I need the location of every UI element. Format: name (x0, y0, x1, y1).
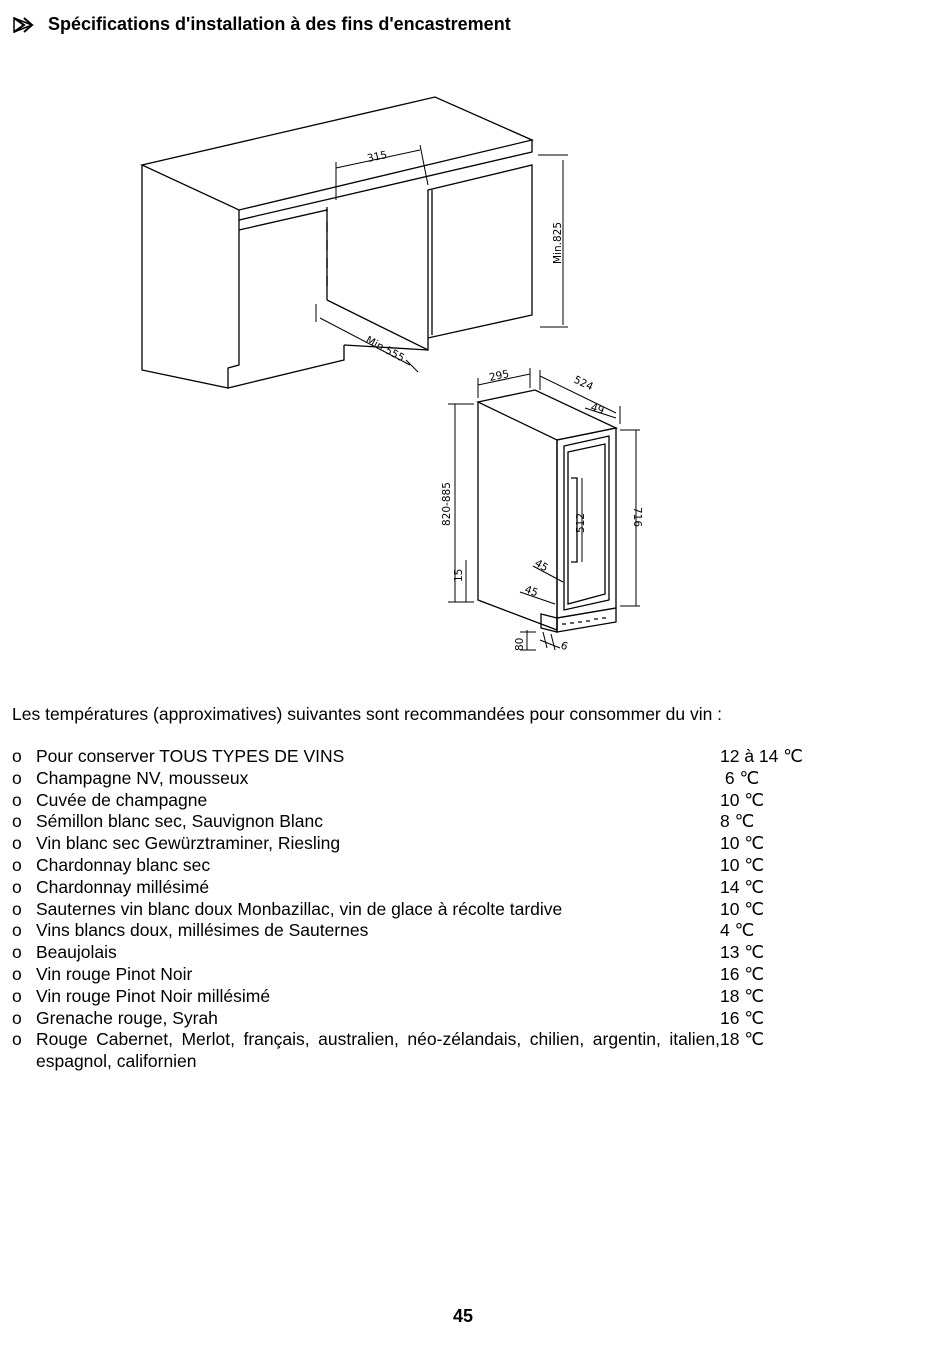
temperature-value: 18 ℃ (720, 985, 764, 1006)
wine-type-label: Vin blanc sec Gewürztraminer, Riesling (36, 833, 341, 854)
wine-type-label: Vin rouge Pinot Noir millésimé (36, 985, 271, 1006)
temperature-value: 13 ℃ (720, 942, 764, 963)
wine-type-label: Beaujolais (36, 942, 117, 963)
wine-type-label: Vin rouge Pinot Noir (36, 963, 193, 984)
wine-type-label: Grenache rouge, Syrah (36, 1007, 218, 1028)
wine-type-label: Cuvée de champagne (36, 789, 208, 810)
dim-plinth-height: 80 (514, 637, 526, 651)
dim-angle-bottom: 45 (522, 583, 540, 600)
temperature-row (12, 768, 832, 790)
bullet-marker: o (12, 920, 22, 941)
temperature-row (12, 1008, 832, 1030)
wine-type-label: Vins blancs doux, millésimes de Sauternes (36, 920, 369, 941)
dim-cabinet-width: 315 (366, 149, 389, 165)
temperature-row (12, 877, 832, 899)
bullet-marker: o (12, 767, 22, 788)
dim-gap: 6 (558, 639, 570, 654)
wine-type-label: Champagne NV, mousseux (36, 767, 249, 788)
bullet-marker: o (12, 746, 22, 766)
wine-type-label: Sauternes vin blanc doux Monbazillac, vin de glace à récolte tardive (36, 898, 563, 919)
bullet-marker: o (12, 898, 22, 919)
bullet-marker: o (12, 811, 22, 832)
dim-door-thickness: 49 (589, 401, 606, 417)
temperature-value: 10 ℃ (720, 898, 764, 919)
temperature-row (12, 833, 832, 855)
temperature-row (12, 855, 832, 877)
kitchen-cabinet-drawing (142, 97, 532, 388)
wine-cooler-drawing (478, 390, 616, 632)
dim-angle-top: 45 (532, 557, 551, 575)
dim-cooler-width: 295 (488, 368, 511, 384)
temperature-value: 14 ℃ (720, 876, 764, 897)
temperature-list (12, 746, 832, 1073)
bullet-marker: o (12, 1007, 22, 1028)
heading-text: Spécifications d'installation à des fins d'encastrement (48, 14, 511, 34)
temperature-row (12, 811, 832, 833)
bullet-marker: o (12, 789, 22, 810)
temperature-value: 6 ℃ (720, 767, 760, 788)
temperature-value: 16 ℃ (720, 963, 764, 984)
temperature-value: 10 ℃ (720, 833, 764, 854)
bullet-marker: o (12, 854, 22, 875)
temperature-row (12, 746, 832, 768)
cabinet-dimension-lines (316, 145, 568, 372)
wine-type-label: Rouge Cabernet, Merlot, français, australien, néo-zélandais, chilien, argentin, italien, espagnol, californien (36, 1029, 720, 1072)
bullet-marker: o (12, 985, 22, 1006)
dim-cabinet-depth: Min.555 (363, 334, 407, 365)
dim-cabinet-height: Min.825 (552, 221, 564, 264)
temperature-row (12, 986, 832, 1008)
dim-total-height: 820-885 (441, 482, 453, 526)
temperature-row (12, 1029, 832, 1073)
page-number: 45 (452, 1306, 474, 1326)
dim-body-height: 716 (631, 507, 643, 528)
temperature-value: 4 ℃ (720, 920, 755, 941)
dim-foot-height: 15 (453, 568, 465, 582)
bullet-marker: o (12, 876, 22, 897)
temperature-value: 10 ℃ (720, 854, 764, 875)
bullet-marker: o (12, 1029, 22, 1050)
bullet-marker: o (12, 963, 22, 984)
temperature-row (12, 942, 832, 964)
intro-text: Les températures (approximatives) suivantes sont recommandées pour consommer du vin : (12, 704, 723, 724)
temperature-row (12, 964, 832, 986)
temperature-value: 12 à 14 ℃ (720, 746, 803, 766)
temperature-value: 10 ℃ (720, 789, 764, 810)
bullet-marker: o (12, 942, 22, 963)
wine-type-label: Chardonnay millésimé (36, 876, 210, 897)
wine-type-label: Chardonnay blanc sec (36, 854, 211, 875)
dim-cooler-depth: 524 (571, 373, 595, 394)
temperature-value: 8 ℃ (720, 811, 755, 832)
wine-type-label: Sémillon blanc sec, Sauvignon Blanc (36, 811, 323, 832)
temperature-value: 16 ℃ (720, 1007, 764, 1028)
bullet-marker: o (12, 833, 22, 854)
dim-handle-length: 512 (575, 512, 587, 533)
wine-type-label: Pour conserver TOUS TYPES DE VINS (36, 746, 345, 766)
temperature-row (12, 920, 832, 942)
cooler-dimension-lines (448, 368, 640, 650)
temperature-value: 18 ℃ (720, 1029, 764, 1050)
temperature-row (12, 899, 832, 921)
temperature-row (12, 790, 832, 812)
